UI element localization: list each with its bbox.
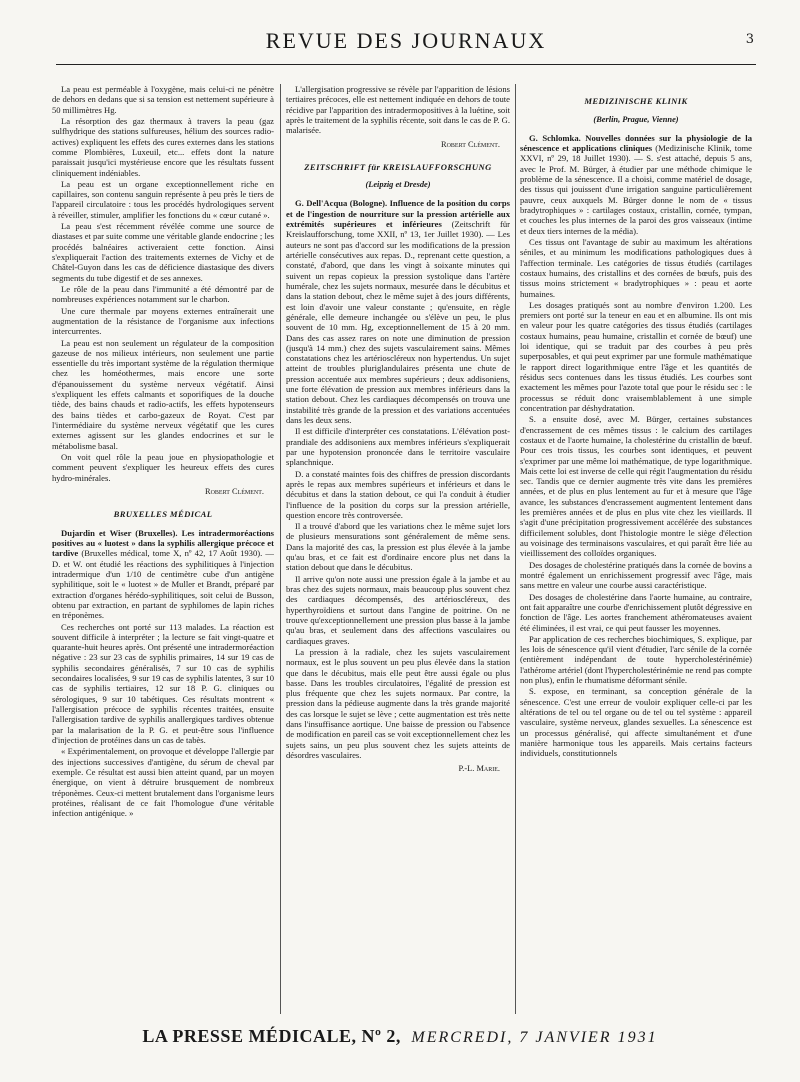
paragraph: Ces tissus ont l'avantage de subir au maximum les altérations séniles, et au minimum les modifications pathologiques dues à l'affection terminale. Les catégories de tissus étudiés (cartilages costaux humains, des cristallins et des cornées de bœufs, puis des tissus moins strictement « bradytrophiques » : peau et aorte humaines. [520,236,752,299]
paragraph: S. a ensuite dosé, avec M. Bürger, certaines substances d'encrassement de ces mêmes tissus : le calcium des cartilages costaux et de l'aorte humaine, la cholestérine du cristallin de bœuf. Pour ces trois tissus, les courbes sont identiques, et peuvent s'exprimer par une même loi mathématique, de type logarithmique. Mais cette loi est inverse de celle qui régit l'augmentation du résidu sec. Tandis que ce dernier augmente très vite dans les premières années, et de plus en plus lentement au fur et à mesure que l'âge avance, les substances d'encrassement augmentent lentement dans les premières années et de plus en plus vite chez les vieillards. Il s'agit d'une précipitation progressivement accélérée des substances difficilement solubles, dont l'histologie montre le siège d'élection au voisinage des terminaisons vasculaires, et qui paraît être liée au vieillissement des colloïdes organiques. [520,414,752,559]
article-title: G. Schlomka. Nouvelles données sur la physiologie de la sénescence et applications cliniques [520,132,752,154]
paragraph: La peau s'est récemment révélée comme une source de diastases et par suite comme une véritable glande endocrine ; les procédés balnéaires activeraient cette fonction. Ainsi s'expliquerait l'action des traitements externes de Vichy et de Châtel-Guyon dans les cas de déficience diastasique des divers segments du tube digestif et de ses annexes. [52,221,274,283]
article-lead [52,528,274,621]
page-footer [0,1026,800,1047]
paragraph: Par application de ces recherches biochimiques, S. explique, par les lois de sénescence qu'il vient d'étudier, l'arc sénile de la cornée (entièrement indépendant de toute hypercholestérinémie) l'athérome artériel (dont l'hypercholestérinémie ne rend pas compte non plus), enfin le rhumatisme déformant sénile. [520,633,752,686]
paragraph: Des dosages de cholestérine dans l'aorte humaine, au contraire, ont fait apparaître une courbe d'enrichissement plutôt dégressive en fonction de l'âge. Les aortes franchement athéromateuses avaient été éliminées, il est vrai, ce qui peut fausser les moyennes. [520,591,752,633]
column-divider [515,84,516,1014]
journal-heading: ZEITSCHRIFT für KREISLAUFFORSCHUNG [304,161,492,172]
publication-name: LA PRESSE MÉDICALE, Nº 2, [142,1026,401,1046]
paragraph: La peau est non seulement un régulateur de la composition gazeuse de nos milieux intérieurs, non seulement une partie essentielle du très important système de la régulation thermique chez les homéothermes, mais encore une sorte d'épanouissement du système nerveux végétatif. Ainsi s'expliquent les effets calmants et soporifiques de la douche tiède, des bains chauds et radio-actifs, les effets hypotenseurs des bains tièdes et carbo-gazeux de Royat. C'est par l'intermédiaire du système nerveux végétatif que les cures externes agissent sur les glandes endocrines et sur le métabolisme basal. [52,337,274,451]
article-title: G. Dell'Acqua (Bologne). Influence de la position du corps et de l'ingestion de nourriture sur la pression artérielle aux extrémités supérieures et inférieures [286,198,510,230]
article-lead [286,198,510,425]
journal-location: (Leipzig et Dresde) [365,180,431,190]
page-header [56,24,756,65]
paragraph: S. expose, en terminant, sa conception générale de la sénescence. C'est une erreur de vouloir expliquer celle-ci par les altérations de tel ou tel organe ou de tel ou tel système : appareil vasculaire, système nerveux, glandes sexuelles. La sénescence est un processus généralisé, qui affecte simultanément et d'une manière harmonique tous les appareils. Mais certains facteurs individuels, constitutionnels [520,686,752,759]
column-1 [52,84,274,1014]
article-reference: (Medizinische Klinik, tome XXVI, nº 29, 18 Juillet 1930). — S. s'est attaché, depuis 5 ans, avec le Prof. M. Bürger, à étudier par une méthode chimique le problème de la sénescence. Il a choisi, comme matériel de dosage, des tissus qui jouissent d'une irrigation sanguine particulièrement pauvre, ceux auxquels M. Bürger donne le nom de « tissus bradytrophiques » : cartilages costaux, cristallin, cornée, tympan, et couches les plus internes de la paroi des gros vaisseaux (intime et deux tiers internes de la média). [520,143,752,236]
paragraph: D. a constaté maintes fois des chiffres de pression discordants après le repas aux membres supérieurs et inférieurs et dans le décubitus et dans la station debout, ce qui l'a conduit à étudier l'influence de la position du corps sur la pression artérielle, question encore très controversée. [286,468,510,520]
column-2 [286,84,510,1014]
paragraph: Il a trouvé d'abord que les variations chez le même sujet lors de plusieurs mensurations sont généralement de même sens. Dans la majorité des cas, la pression est plus élevée à la jambe qu'au bras, et ce fait est d'ordinaire encore plus net dans la station debout que dans le décubitus. [286,521,510,573]
article-title: Dujardin et Wiser (Bruxelles). Les intradermoréactions positives au « luotest » dans la syphilis allergique précoce et tardive [52,527,274,559]
paragraph: Une cure thermale par moyens externes entraînerait une augmentation de la résistance de l'organisme aux infections intercurrentes. [52,305,274,337]
issue-date: MERCREDI, 7 JANVIER 1931 [411,1029,658,1046]
article-reference: (Bruxelles médical, tome X, nº 42, 17 Août 1930). — D. et W. ont étudié les réactions des syphilitiques à l'injection intradermique d'un 1/10 de centimètre cube d'un antigène syphilitique, soit le « luotest » de Muller et Brandt, préparé par extraction d'organes hérédo-syphilitiques, soit celui de Busson, obtenu par extraction, en partant de syphilomes de lapin riches en tréponèmes. [52,548,274,621]
author-signature: Robert Clément. [441,139,500,149]
paragraph: L'allergisation progressive se révèle par l'apparition de lésions tertiaires précoces, elle est nettement indiquée en dehors de toute récidive par l'apparition des intradermopositives à la luétine, soit après le traitement de la syphilis récente, soit dans le cas de P. G. malarisée. [286,84,510,136]
paragraph: Les dosages pratiqués sont au nombre d'environ 1.200. Les premiers ont porté sur la teneur en eau et en albumine. Ils ont mis en valeur pour les quatre catégories des tissus étudiés (cartilages costaux humains, peau humaine, cristallin et cornée de bœuf) une loi identique, qui se traduit par des courbes à peu près superposables, et qui peut exprimer par une formule mathématique le rapport direct logarithmique entre l'âge et les quantités de résidus secs contenues dans les tissus étudiés. Les courbes sont exactement les mêmes pour l'azote total que pour le résidu sec : le processus se réduit donc vraisemblablement à une simple concentration par déshydratation. [520,299,752,413]
paragraph: La peau est un organe exceptionnellement riche en capillaires, son contenu sanguin représente à peu près le tiers de l'appareil circulatoire : tous les procédés hydrologiques servent à réveiller, stimuler, amplifier les fonctions du « cœur cutané ». [52,178,274,220]
paragraph: Le rôle de la peau dans l'immunité a été démontré par de nombreuses expériences notamment sur le charbon. [52,283,274,305]
author-signature: P.-L. Marie. [458,764,500,774]
journal-heading: BRUXELLES MÉDICAL [113,508,213,519]
paragraph: « Expérimentalement, on provoque et développe l'allergie par des injections successives d'antigène, du sérum de cheval par exemple. Ce résultat est aussi bien atteint quand, par un moyen énergique, on vient à détruire brusquement de nombreux tréponèmes. Ceux-ci mettent brutalement dans l'organisme leurs protéines, réalisant de ce fait l'homologue d'une véritable infection antigénique. » [52,746,274,819]
paragraph: La résorption des gaz thermaux à travers la peau (gaz sulfhydrique des stations sulfureuses, hélium des sources radio-actives) expliquent les effets des cures externes dans les stations comme Plombières, Luxeuil, etc... effets dont la nature paraissait jusqu'ici mystérieuse encore que les résultats fussent cliniquement indéniables. [52,115,274,178]
page-number: 3 [745,32,754,47]
journal-location: (Berlin, Prague, Vienne) [593,114,679,124]
journal-heading: MEDIZINISCHE KLINIK [584,96,688,106]
paragraph: La peau est perméable à l'oxygène, mais celui-ci ne pénètre de dehors en dedans que si sa tension est nettement supérieure à 50 millimètres Hg. [52,84,274,115]
paragraph: Il arrive qu'on note aussi une pression égale à la jambe et au bras chez des sujets normaux, mais beaucoup plus souvent chez des cardiaques décompensés, des artérioscléreux, des hyperthyroïdiens et surtout dans l'angine de poitrine. On ne trouve qu'exceptionnellement une pression plus basse à la jambe qu'au bras, et seulement dans des affections vasculaires ou cardiaques graves. [286,573,510,646]
author-signature: Robert Clément. [205,486,264,496]
journal-section-title: REVUE DES JOURNAUX [265,28,547,53]
paragraph: La pression à la radiale, chez les sujets vasculairement normaux, est le plus souvent un peu plus élevée dans la station que dans le décubitus, mais elle peut être aussi égale ou plus basse. Dans les troubles circulatoires, l'égalité de pression est plus fréquente que chez les sujets normaux. Par contre, la pression dans la pédieuse augmente dans la très grande majorité des cas lorsque le sujet se lève ; cette augmentation est très nette dans l'insuffisance aortique. Une baisse de pression ou l'absence de modification en pareil cas se voit exceptionnellement chez les sujets sains, un peu plus souvent chez les sujets atteints de désordres vasculaires. [286,646,510,761]
paragraph: On voit quel rôle la peau joue en physiopathologie et comment peuvent s'expliquer les heureux effets des cures hydro-minérales. [52,451,274,483]
column-divider [280,84,281,1014]
column-3 [520,84,752,1014]
paragraph: Il est difficile d'interpréter ces constatations. L'élévation post-prandiale des addisoniens aux membres inférieurs s'expliquerait par une hypotension prononcée dans le territoire vasculaire splanchnique. [286,426,510,468]
article-lead [520,133,752,236]
paragraph: Des dosages de cholestérine pratiqués dans la cornée de bovins a montré également un enrichissement progressif avec l'âge, mais sans mettre en valeur une courbe aussi caractéristique. [520,559,752,591]
paragraph: Ces recherches ont porté sur 113 malades. La réaction est souvent difficile à interpréter ; la lecture se fait vingt-quatre et quarante-huit heures après. Ont présenté une intradermoréaction négative : 23 sur 23 cas de syphilis primaires, 14 sur 19 cas de syphilis secondaires généralisés, 7 sur 10 cas de syphilis secondaires localisées, 9 sur 19 cas de syphilis latentes, 3 sur 10 cas de syphilis tertiaires, 12 sur 18 P. G. cliniques ou sérologiques, 9 sur 10 tabétiques. Ces résultats montrent « l'allergisation précoce de syphilis récentes traitées, ensuite l'allergisation tardive de syphilis anallergiques tardives obtenue par la malarisation de la P. G. et peut-être sous l'influence d'injection de protéines dans un cas de tabès. [52,621,274,745]
article-reference: (Zeitschrift für Kreislaufforschung, tome XXII, nº 13, 1er Juillet 1930). — Les auteurs ne sont pas d'accord sur les modifications de la pression artérielle consécutives aux repas. D., reprenant cette question, a constaté, d'abord, que dans les vingt à soixante minutes qui suivent un repas copieux la pression systolique dans l'artère humérale, chez les sujets normaux, mesurée dans le décubitus et dans la station debout, chez le même sujet à des jours différents, est loin d'avoir une valeur constante ; qu'ensuite, en règle générale, elle demeure inchangée ou s'élève un peu, le plus souvent de 10 mm. Hg, exceptionnellement de 15 à 20 mm. Dans des cas assez rares on note une diminution de pression (jusqu'à 14 mm.) chez des sujets vasculairement sains. Mêmes constatations chez les artérioscléreux non hypertendus. Un sujet atteint de troubles pluriglandulaires présenta une chute de pression accentuée aux membres supérieurs ; deux addisoniens, une forte élévation de pression aux membres inférieurs dans la station debout. Chez les cardiaques décompensés on trouva une instabilité très grande de la pression et des variations accentuées dans les deux sens. [286,219,510,426]
